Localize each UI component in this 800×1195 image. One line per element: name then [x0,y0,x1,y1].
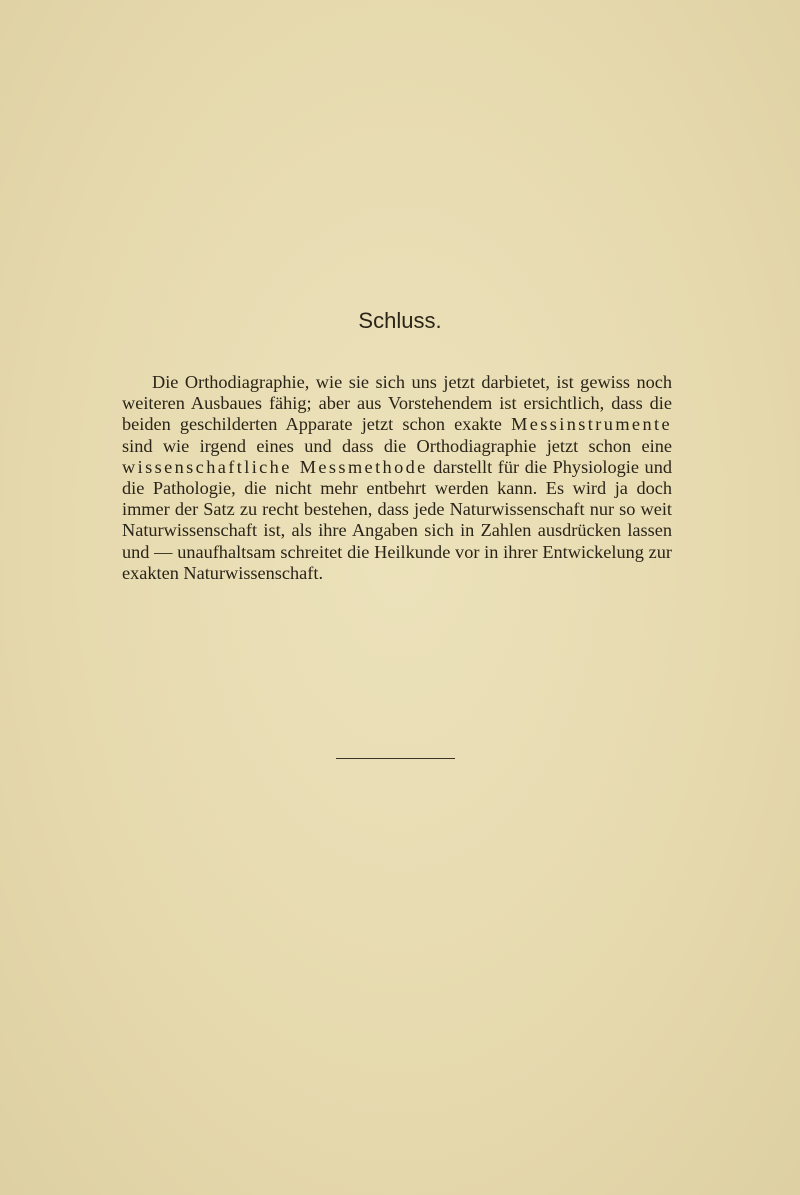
paragraph-text-2: sind wie irgend eines und dass die Orthodiagraphie jetzt schon eine [122,435,672,456]
emphasis-messinstrumente: Messinstrumente [511,414,672,435]
closing-rule [336,758,455,759]
section-heading: Schluss. [358,308,442,333]
paragraph-text-3: darstellt für die Physiologie und die Pathologie, die nicht mehr entbehrt werden kann. Es wird ja doch immer der Satz zu recht bestehen, dass jede Naturwissenschaft nur so weit Naturwissenschaft ist, als ihre Angaben sich in Zahlen ausdrücken lassen und — unaufhaltsam schreitet die Heilkunde vor in ihrer Entwickelung zur exakten Naturwissenschaft. [122,456,672,583]
body-paragraph [122,372,672,584]
emphasis-messmethode: wissenschaftliche Messmethode [122,456,428,477]
paragraph-text-1: Die Orthodiagraphie, wie sie sich uns jetzt darbietet, ist gewiss noch weiteren Ausbaues fähig; aber aus Vorstehendem ist ersichtlich, dass die beiden geschilderten Apparate jetzt schon exakte [122,372,672,435]
